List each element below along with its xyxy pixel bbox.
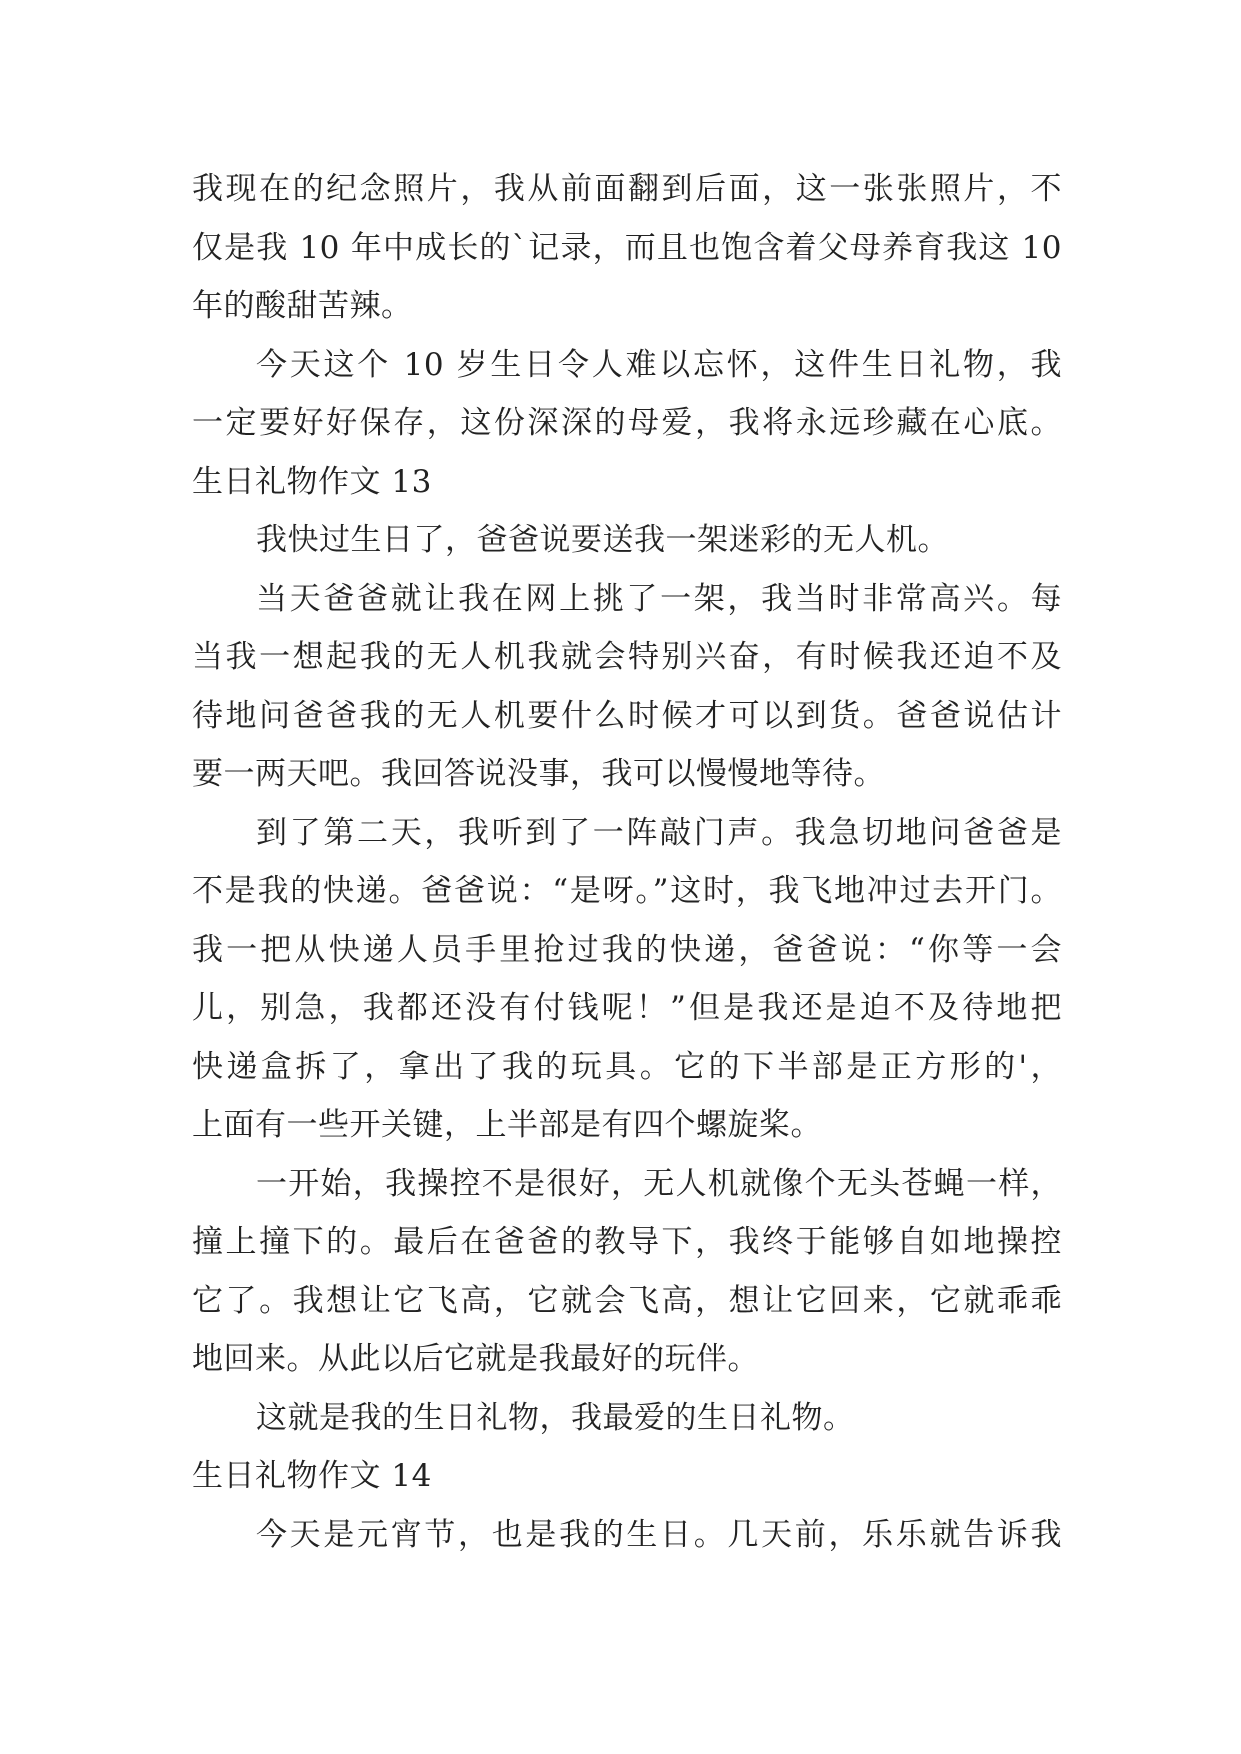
text-line: 它了。我想让它飞高，它就会飞高，想让它回来，它就乖乖: [192, 1282, 1062, 1319]
paragraph-first-line: 一开始，我操控不是很好，无人机就像个无头苍蝇一样，: [256, 1165, 1062, 1202]
paragraph-first-line: 到了第二天，我听到了一阵敲门声。我急切地问爸爸是: [256, 814, 1062, 851]
text-line: 地回来。从此以后它就是我最好的玩伴。: [192, 1341, 759, 1377]
text-line: 待地问爸爸我的无人机要什么时候才可以到货。爸爸说估计: [192, 697, 1062, 734]
paragraph-first-line: 今天这个 10 岁生日令人难以忘怀，这件生日礼物，我: [256, 346, 1062, 383]
paragraph-first-line: 今天是元宵节，也是我的生日。几天前，乐乐就告诉我: [256, 1516, 1062, 1553]
text-line: 上面有一些开关键，上半部是有四个螺旋桨。: [192, 1107, 822, 1143]
section-heading: 生日礼物作文 14: [192, 1458, 432, 1494]
text-line: 不是我的快递。爸爸说：“是呀。”这时，我飞地冲过去开门。: [192, 873, 1062, 909]
text-line: 我一把从快递人员手里抢过我的快递，爸爸说：“你等一会: [192, 931, 1062, 968]
text-line: 儿，别急，我都还没有付钱呢！”但是我还是迫不及待地把: [192, 990, 1062, 1026]
section-heading: 生日礼物作文 13: [192, 463, 432, 500]
paragraph-first-line: 当天爸爸就让我在网上挑了一架，我当时非常高兴。每: [256, 580, 1062, 617]
paragraph-first-line: 我快过生日了，爸爸说要送我一架迷彩的无人机。: [256, 522, 949, 558]
document-body: [192, 160, 1062, 1564]
text-line: 一定要好好保存，这份深深的母爱，我将永远珍藏在心底。: [192, 405, 1062, 441]
text-line: 撞上撞下的。最后在爸爸的教导下，我终于能够自如地操控: [192, 1224, 1062, 1260]
text-line: 年的酸甜苦辣。: [192, 288, 413, 324]
paragraph-first-line: 这就是我的生日礼物，我最爱的生日礼物。: [256, 1399, 855, 1436]
text-line: 快递盒拆了，拿出了我的玩具。它的下半部是正方形的'，: [192, 1048, 1062, 1085]
text-line: 当我一想起我的无人机我就会特别兴奋，有时候我还迫不及: [192, 639, 1062, 675]
text-line: 仅是我 10 年中成长的`记录，而且也饱含着父母养育我这 10: [192, 229, 1062, 266]
text-line: 要一两天吧。我回答说没事，我可以慢慢地等待。: [192, 756, 885, 792]
text-line: 我现在的纪念照片，我从前面翻到后面，这一张张照片，不: [192, 171, 1062, 207]
